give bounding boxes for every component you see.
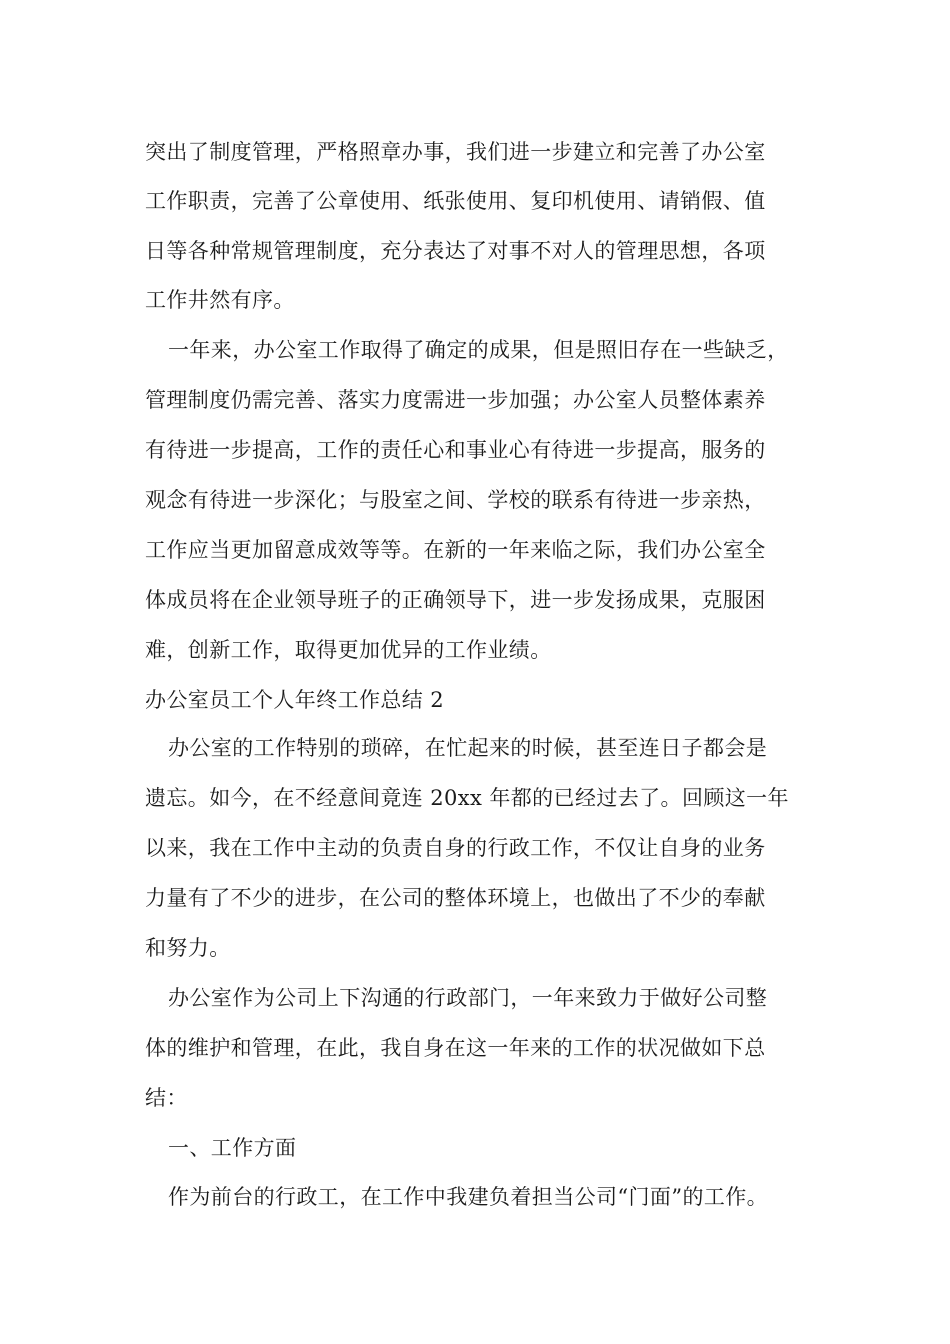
paragraph-line: 办公室作为公司上下沟通的行政部门，一年来致力于做好公司整 xyxy=(168,986,768,1010)
paragraph-line: 以来，我在工作中主动的负责自身的行政工作，不仅让自身的业务 xyxy=(145,836,766,860)
paragraph-line: 力量有了不少的进步，在公司的整体环境上，也做出了不少的奉献 xyxy=(145,886,766,910)
paragraph-line: 观念有待进一步深化；与股室之间、学校的联系有待进一步亲热， xyxy=(145,488,766,512)
paragraph-line: 体成员将在企业领导班子的正确领导下，进一步发扬成果，克服困 xyxy=(145,588,766,612)
paragraph-line: 和努力。 xyxy=(145,936,231,960)
paragraph-line: 突出了制度管理，严格照章办事，我们进一步建立和完善了办公室 xyxy=(145,140,766,164)
paragraph-line: 难，创新工作，取得更加优异的工作业绩。 xyxy=(145,638,552,662)
paragraph-line: 日等各种常规管理制度，充分表达了对事不对人的管理思想，各项 xyxy=(145,239,766,263)
paragraph-line: 工作井然有序。 xyxy=(145,288,295,312)
subsection-heading: 一、工作方面 xyxy=(168,1136,297,1160)
paragraph-line: 结： xyxy=(145,1086,188,1110)
section-heading: 办公室员工个人年终工作总结 2 xyxy=(145,688,445,712)
paragraph-line: 工作职责，完善了公章使用、纸张使用、复印机使用、请销假、值 xyxy=(145,189,766,213)
paragraph-line: 一年来，办公室工作取得了确定的成果，但是照旧存在一些缺乏， xyxy=(168,338,789,362)
paragraph-line: 管理制度仍需完善、落实力度需进一步加强；办公室人员整体素养 xyxy=(145,388,766,412)
paragraph-line: 体的维护和管理，在此，我自身在这一年来的工作的状况做如下总 xyxy=(145,1036,766,1060)
paragraph-line: 有待进一步提高，工作的责任心和事业心有待进一步提高，服务的 xyxy=(145,438,766,462)
paragraph-line: 遗忘。如今，在不经意间竟连 20xx 年都的已经过去了。回顾这一年 xyxy=(145,786,789,810)
paragraph-line: 工作应当更加留意成效等等。在新的一年来临之际，我们办公室全 xyxy=(145,538,766,562)
paragraph-line: 办公室的工作特别的琐碎，在忙起来的时候，甚至连日子都会是 xyxy=(168,736,768,760)
paragraph-line: 作为前台的行政工，在工作中我建负着担当公司“门面”的工作。 xyxy=(168,1185,769,1209)
